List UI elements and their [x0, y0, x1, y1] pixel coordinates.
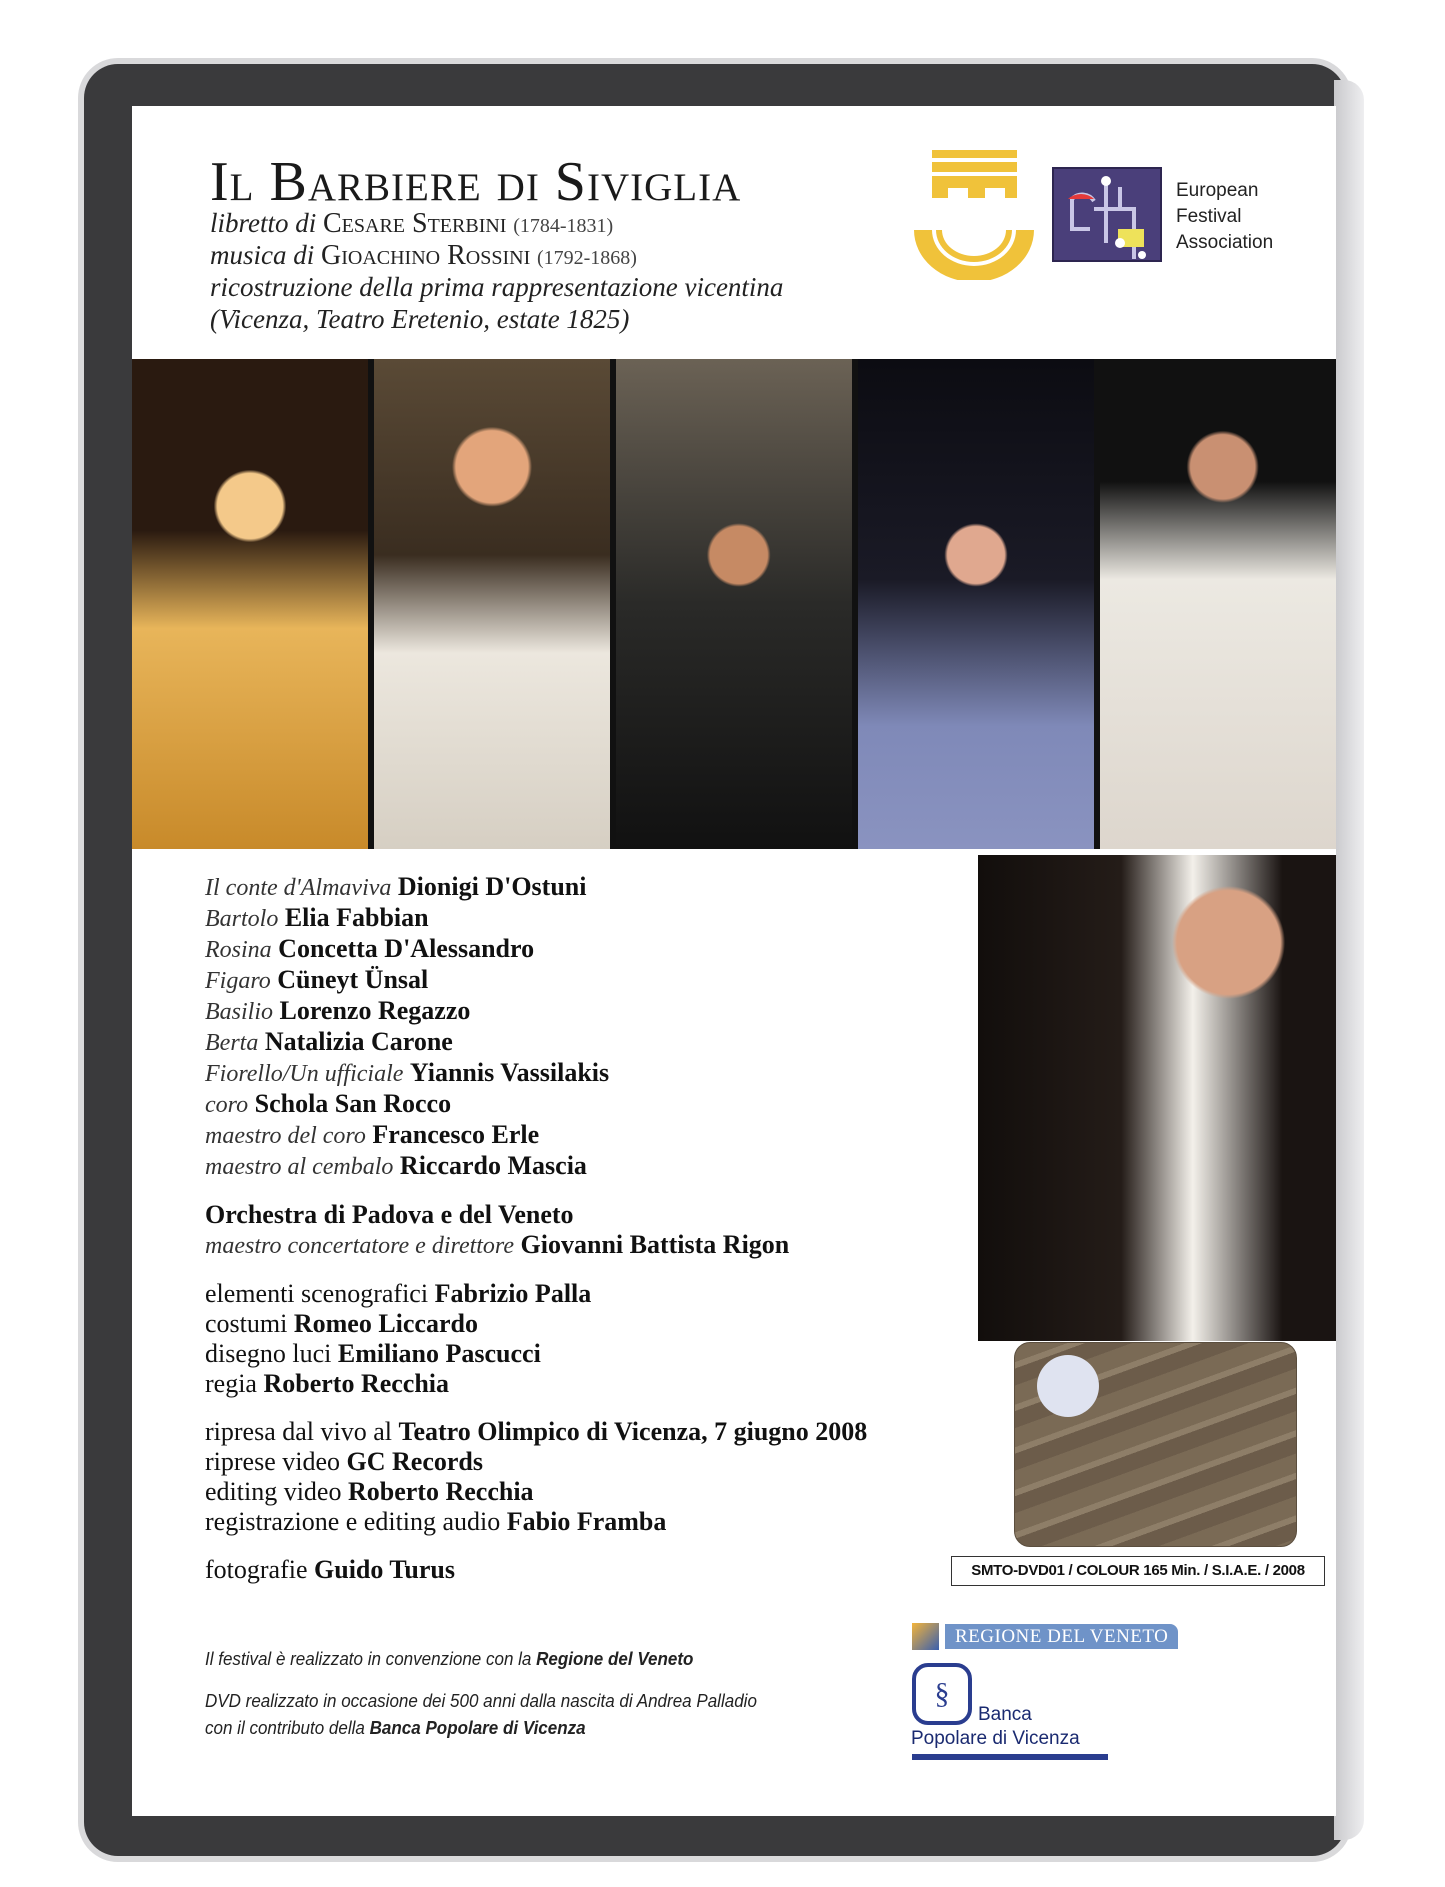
libretto-line: libretto di Cesare Sterbini (1784-1831) — [210, 208, 614, 239]
cast-row: Il conte d'Almaviva Dionigi D'Ostuni — [205, 872, 587, 901]
cast-row: maestro al cembalo Riccardo Mascia — [205, 1151, 587, 1180]
production-row: costumi Romeo Liccardo — [205, 1309, 478, 1338]
cast-row: Berta Natalizia Carone — [205, 1027, 453, 1056]
credits — [205, 872, 867, 1585]
cast-row: maestro del coro Francesco Erle — [205, 1120, 540, 1149]
regione-veneto-logo: REGIONE DEL VENETO — [912, 1623, 1178, 1650]
photos-credit: fotografie Guido Turus — [205, 1555, 455, 1584]
production-row: disegno luci Emiliano Pascucci — [205, 1339, 541, 1368]
recording-row: editing video Roberto Recchia — [205, 1477, 534, 1506]
photo-officer — [1100, 359, 1336, 849]
footer-line-3: con il contributo della Banca Popolare di Vicenza — [205, 1717, 586, 1738]
banca-underline — [912, 1754, 1108, 1760]
conductor-row: maestro concertatore e direttore Giovanni Battista Rigon — [205, 1230, 790, 1259]
photo-conductor — [978, 855, 1336, 1341]
photo-figaro — [616, 359, 852, 849]
recording-row: ripresa dal vivo al Teatro Olimpico di Vicenza, 7 giugno 2008 — [205, 1417, 868, 1446]
orchestra-name: Orchestra di Padova e del Veneto — [205, 1200, 574, 1229]
banca-emblem-icon: § — [912, 1663, 972, 1725]
cast-row: Figaro Cüneyt Ünsal — [205, 965, 429, 994]
photo-berta — [858, 359, 1094, 849]
title: Il Barbiere di Siviglia — [210, 151, 742, 213]
banca-name-2: Popolare di Vicenza — [911, 1728, 1080, 1749]
regione-emblem-icon — [912, 1623, 939, 1650]
production-row: elementi scenografici Fabrizio Palla — [205, 1279, 592, 1308]
cast-row: Rosina Concetta D'Alessandro — [205, 934, 535, 963]
cast-row: Bartolo Elia Fabbian — [205, 903, 429, 932]
footer-line-2: DVD realizzato in occasione dei 500 anni dalla nascita di Andrea Palladio — [205, 1690, 757, 1711]
efa-text: European Festival Association — [1176, 180, 1274, 253]
banca-name-1: Banca — [978, 1704, 1032, 1725]
photo-strip — [132, 359, 1336, 849]
recording-row: registrazione e editing audio Fabio Framba — [205, 1507, 667, 1536]
case-edge — [1334, 80, 1364, 1840]
cast-row: Fiorello/Un ufficiale Yiannis Vassilakis — [205, 1058, 610, 1087]
venue-note: (Vicenza, Teatro Eretenio, estate 1825) — [210, 304, 630, 334]
musica-line: musica di Gioachino Rossini (1792-1868) — [210, 240, 637, 271]
photo-almaviva — [374, 359, 610, 849]
production-row: regia Roberto Recchia — [205, 1369, 450, 1398]
cast-row: Basilio Lorenzo Regazzo — [205, 996, 471, 1025]
siae-hologram-sticker — [1014, 1342, 1297, 1547]
teatro-olimpico-logo — [912, 150, 1037, 280]
photo-rosina — [132, 359, 368, 849]
sku-label: SMTO-DVD01 / COLOUR 165 Min. / S.I.A.E. / 2008 — [951, 1556, 1325, 1586]
efa-logo — [1052, 167, 1162, 262]
recording-row: riprese video GC Records — [205, 1447, 483, 1476]
reconstruction-note: ricostruzione della prima rappresentazione vicentina — [210, 272, 784, 302]
cast-row: coro Schola San Rocco — [205, 1089, 452, 1118]
footer-line-1: Il festival è realizzato in convenzione con la Regione del Veneto — [205, 1648, 694, 1669]
